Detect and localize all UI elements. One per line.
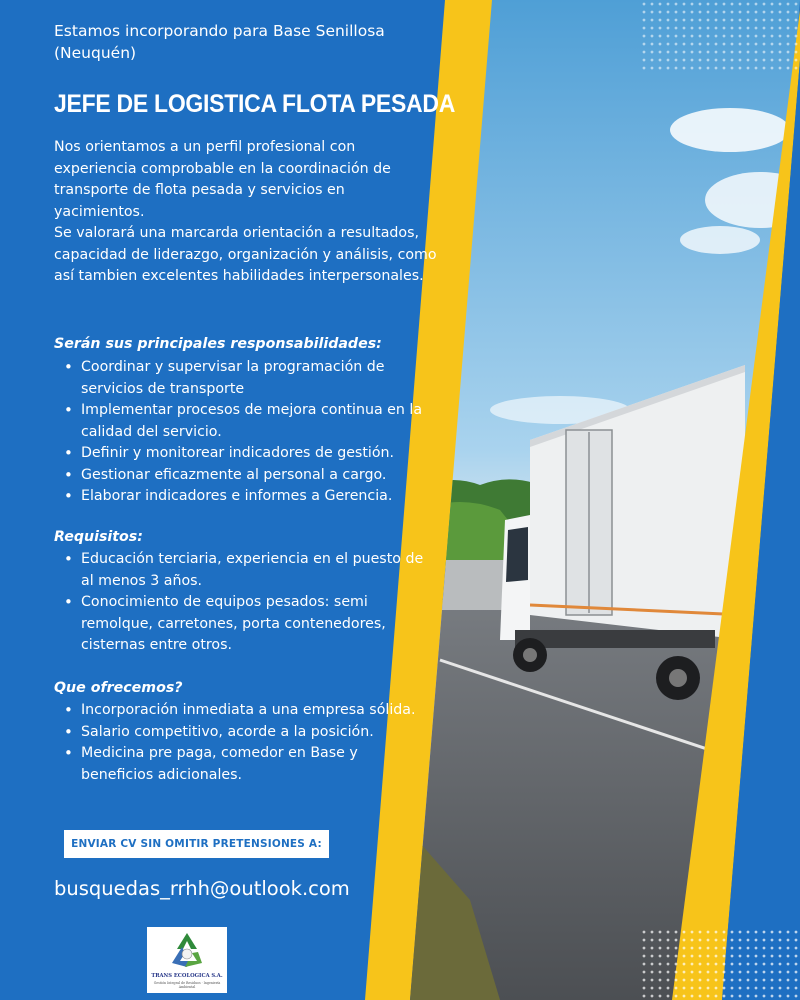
responsibilities-heading: Serán sus principales responsabilidades: — [54, 336, 382, 352]
offer-heading: Que ofrecemos? — [54, 680, 183, 696]
dot-pattern-top — [640, 0, 800, 72]
list-item: • Elaborar indicadores e informes a Gerencia. — [62, 486, 432, 508]
list-item: • Coordinar y supervisar la programación de servicios de transporte — [62, 357, 432, 400]
list-item: • Conocimiento de equipos pesados: semi remolque, carretones, porta contenedores, cisternas entre otros. — [62, 592, 432, 657]
intro-line-2: (Neuquén) — [54, 44, 137, 62]
requirements-list — [62, 549, 432, 657]
list-item: • Medicina pre paga, comedor en Base y beneficios adicionales. — [62, 743, 432, 786]
logo-company-name: TRANS ECOLOGICA S.A. — [151, 973, 223, 979]
job-description — [54, 137, 439, 288]
description-paragraph-2: Se valorará una marcarda orientación a resultados, capacidad de liderazgo, organización y análisis, como así tambien excelentes habilidades interpersonales. — [54, 225, 437, 284]
description-paragraph-1: Nos orientamos a un perfil profesional con experiencia comprobable en la coordinación de transporte de flota pesada y servicios en yacimientos. — [54, 139, 391, 220]
company-logo — [147, 927, 227, 993]
requirements-heading: Requisitos: — [54, 529, 143, 545]
list-item: • Gestionar eficazmente al personal a cargo. — [62, 465, 432, 487]
list-item: • Implementar procesos de mejora continua en la calidad del servicio. — [62, 400, 432, 443]
list-item: • Educación terciaria, experiencia en el puesto de al menos 3 años. — [62, 549, 432, 592]
recycle-icon — [147, 927, 227, 973]
responsibilities-list — [62, 357, 432, 508]
intro-text — [54, 20, 434, 64]
job-title: JEFE DE LOGISTICA FLOTA PESADA — [54, 90, 456, 118]
dot-pattern-bottom — [640, 930, 800, 1000]
offer-list — [62, 700, 432, 786]
list-item: • Incorporación inmediata a una empresa sólida. — [62, 700, 432, 722]
send-cv-banner: ENVIAR CV SIN OMITIR PRETENSIONES A: — [64, 830, 329, 858]
list-item: • Definir y monitorear indicadores de gestión. — [62, 443, 432, 465]
logo-subtitle: Gestión Integral de Residuos · Ingeniería Ambiental — [153, 981, 221, 989]
list-item: • Salario competitivo, acorde a la posición. — [62, 722, 432, 744]
intro-line-1: Estamos incorporando para Base Senillosa — [54, 22, 385, 40]
contact-email[interactable]: busquedas_rrhh@outlook.com — [54, 877, 350, 900]
